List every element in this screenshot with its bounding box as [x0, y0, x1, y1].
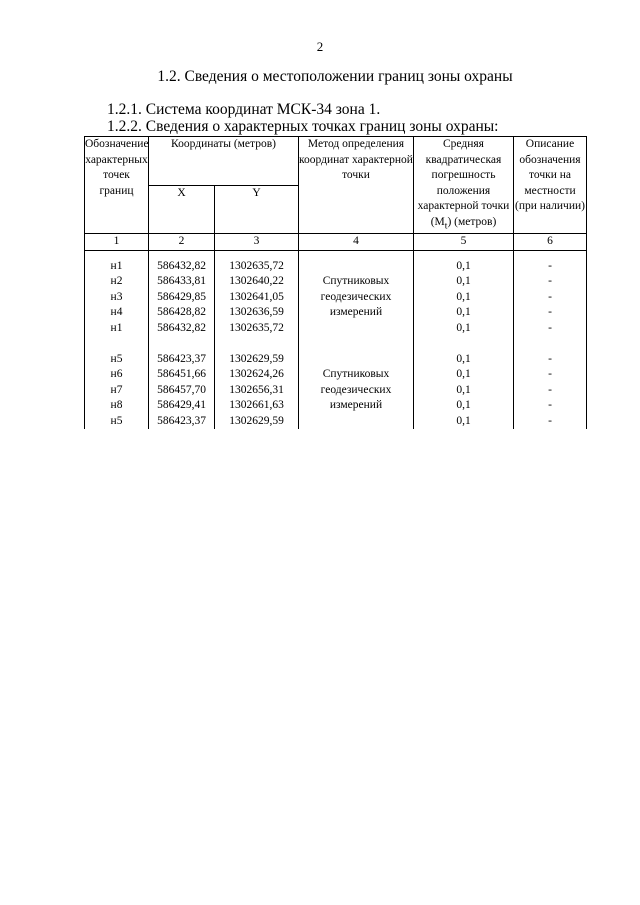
table-body [85, 250, 587, 429]
coord-y: 1302635,72 [215, 259, 299, 275]
method-value: Спутниковых геодезических измерений [299, 274, 414, 321]
header-error-sub: t [444, 219, 448, 231]
error-value: 0,1 [414, 321, 514, 337]
point-id: н4 [85, 305, 149, 321]
method-value: Спутниковых геодезических измерений [299, 367, 414, 414]
header-method: Метод определения координат характерной точки [299, 137, 414, 234]
coord-y: 1302624,26 [215, 367, 299, 383]
coord-y: 1302629,59 [215, 352, 299, 368]
point-id: н5 [85, 352, 149, 368]
coord-x: 586432,82 [149, 259, 215, 275]
coord-x: 586423,37 [149, 352, 215, 368]
column-number: 2 [149, 234, 215, 251]
point-id: н1 [85, 321, 149, 337]
section-title: 1.2. Сведения о местоположении границ зоны охраны [157, 68, 513, 85]
table-row [85, 321, 587, 337]
header-error [414, 137, 514, 234]
coord-x: 586429,41 [149, 398, 215, 414]
description-value: - [514, 414, 587, 430]
header-description: Описание обозначения точки на местности (при наличии) [514, 137, 587, 234]
error-value: 0,1 [414, 367, 514, 383]
header-error-prefix: Средняя квадратическая погрешность положения характерной точки (M [417, 138, 510, 228]
point-id: н7 [85, 383, 149, 399]
error-value: 0,1 [414, 274, 514, 290]
coordinates-table [84, 136, 587, 429]
column-number: 1 [85, 234, 149, 251]
table-row [85, 274, 587, 290]
error-value: 0,1 [414, 290, 514, 306]
point-id: н8 [85, 398, 149, 414]
coord-y: 1302641,05 [215, 290, 299, 306]
point-id: н6 [85, 367, 149, 383]
coord-x: 586457,70 [149, 383, 215, 399]
table-title: 1.2.2. Сведения о характерных точках границ зоны охраны: [107, 118, 499, 135]
coord-y: 1302656,31 [215, 383, 299, 399]
coord-y: 1302636,59 [215, 305, 299, 321]
coord-x: 586432,82 [149, 321, 215, 337]
header-point-designation: Обозначение характерных точек границ [85, 137, 149, 234]
column-number: 6 [514, 234, 587, 251]
coord-x: 586429,85 [149, 290, 215, 306]
header-x: X [149, 185, 215, 234]
description-value: - [514, 383, 587, 399]
point-id: н5 [85, 414, 149, 430]
description-value: - [514, 274, 587, 290]
coord-x: 586423,37 [149, 414, 215, 430]
description-value: - [514, 352, 587, 368]
column-number: 3 [215, 234, 299, 251]
error-value: 0,1 [414, 414, 514, 430]
description-value: - [514, 290, 587, 306]
description-value: - [514, 321, 587, 337]
error-value: 0,1 [414, 383, 514, 399]
table-row [85, 414, 587, 430]
description-value: - [514, 367, 587, 383]
coord-y: 1302629,59 [215, 414, 299, 430]
error-value: 0,1 [414, 352, 514, 368]
table-row [85, 352, 587, 368]
table-row [85, 259, 587, 275]
table-row [85, 367, 587, 383]
coord-y: 1302661,63 [215, 398, 299, 414]
coord-system-line: 1.2.1. Система координат МСК-34 зона 1. [107, 101, 381, 118]
error-value: 0,1 [414, 259, 514, 275]
header-y: Y [215, 185, 299, 234]
point-id: н3 [85, 290, 149, 306]
column-number: 5 [414, 234, 514, 251]
error-value: 0,1 [414, 398, 514, 414]
description-value: - [514, 305, 587, 321]
description-value: - [514, 259, 587, 275]
coord-x: 586433,81 [149, 274, 215, 290]
header-coordinates-group: Координаты (метров) [149, 137, 299, 186]
point-id: н1 [85, 259, 149, 275]
error-value: 0,1 [414, 305, 514, 321]
header-error-suffix: ) (метров) [447, 215, 497, 228]
column-number: 4 [299, 234, 414, 251]
coord-y: 1302635,72 [215, 321, 299, 337]
column-number-row [85, 234, 587, 251]
coord-x: 586428,82 [149, 305, 215, 321]
coord-y: 1302640,22 [215, 274, 299, 290]
page-number: 2 [316, 39, 324, 54]
coord-x: 586451,66 [149, 367, 215, 383]
description-value: - [514, 398, 587, 414]
point-id: н2 [85, 274, 149, 290]
